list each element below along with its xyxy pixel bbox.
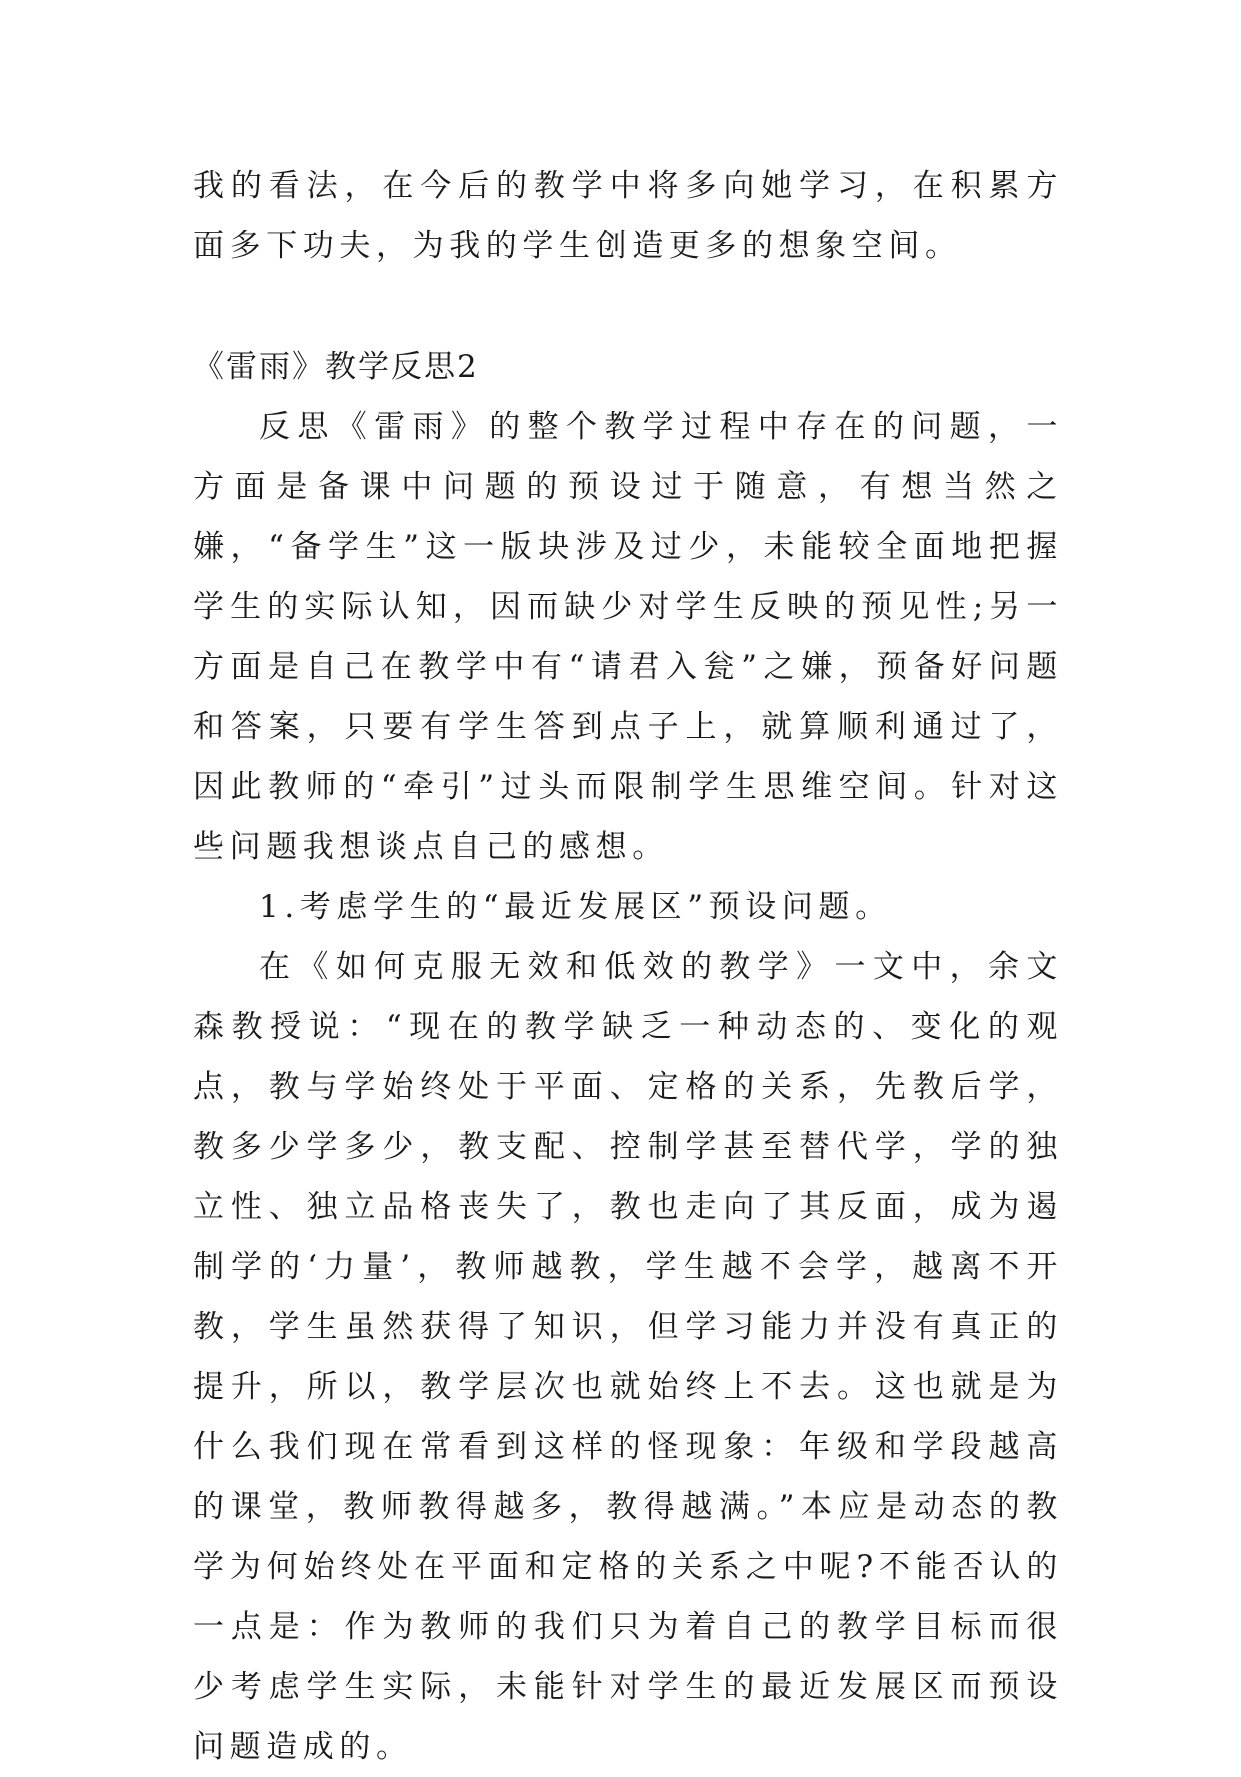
body-text-block xyxy=(193,397,1063,1777)
paragraph-reflection: 反思《雷雨》的整个教学过程中存在的问题，一方面是备课中问题的预设过于随意，有想当然之嫌，“备学生”这一版块涉及过少，未能较全面地把握学生的实际认知，因而缺少对学生反映的预见性;另一方面是自己在教学中有“请君入瓮”之嫌，预备好问题和答案，只要有学生答到点子上，就算顺利通过了，因此教师的“牵引”过头而限制学生思维空间。针对这些问题我想谈点自己的感想。 xyxy=(193,409,1063,865)
intro-paragraph: 我的看法，在今后的教学中将多向她学习，在积累方面多下功夫，为我的学生创造更多的想象空间。 xyxy=(193,168,1063,264)
intro-text-block xyxy=(193,156,1063,276)
paragraph-point-1: 1.考虑学生的“最近发展区”预设问题。 xyxy=(259,889,892,925)
section-title: 《雷雨》教学反思2 xyxy=(193,349,479,385)
paragraph-quote: 在《如何克服无效和低效的教学》一文中，余文森教授说：“现在的教学缺乏一种动态的、变化的观点，教与学始终处于平面、定格的关系，先教后学，教多少学多少，教支配、控制学甚至替代学，学的独立性、独立品格丧失了，教也走向了其反面，成为遏制学的‘力量’，教师越教，学生越不会学，越离不开教，学生虽然获得了知识，但学习能力并没有真正的提升，所以，教学层次也就始终上不去。这也就是为什么我们现在常看到这样的怪现象：年级和学段越高的课堂，教师教得越多，教得越满。”本应是动态的教学为何始终处在平面和定格的关系之中呢?不能否认的一点是：作为教师的我们只为着自己的教学目标而很少考虑学生实际，未能针对学生的最近发展区而预设问题造成的。 xyxy=(193,949,1063,1765)
